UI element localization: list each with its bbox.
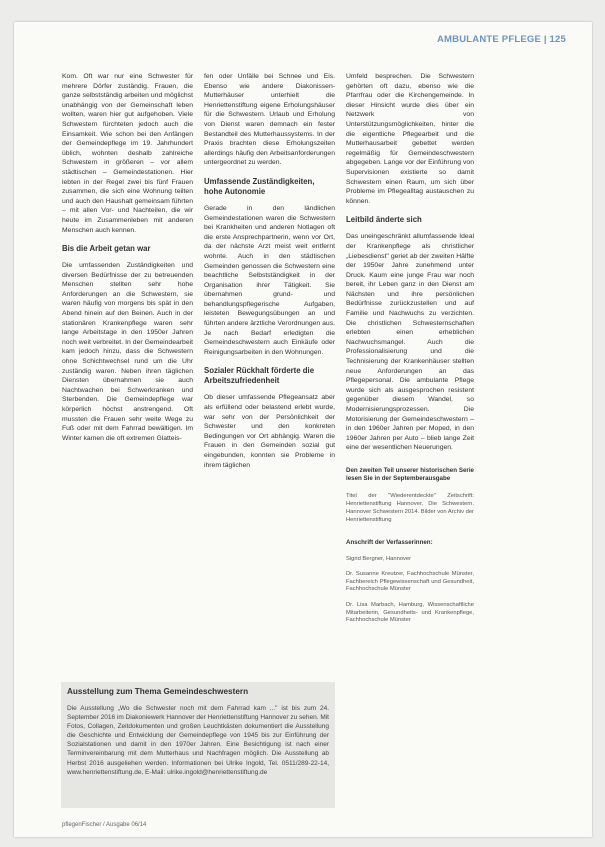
paragraph: Umfeld besprechen. Die Schwestern gehörten oft dazu, ebenso wie die Pfarrfrau oder die Kirchengemeinde. In dieser Hinsicht wurde dies über ein Netzwerk von Unterstützungsmöglichkeiten, hinter die die eigentliche Pflegearbeit und die Mutterhausarbeit gebettet werden regelmäßig für Gemeindeschwestern abgegeben. Lange vor der Einführung von Supervisionen existierte so damit Schwestern einen Raum, um sich über Probleme im Pflegealltag austauschen zu können. xyxy=(346,73,474,205)
column-2 xyxy=(204,72,335,470)
page-footer: pflegenFischer / Ausgabe 06/14 xyxy=(62,822,147,828)
section-heading: Sozialer Rückhalt förderte die Arbeitszufriedenheit xyxy=(204,366,315,386)
series-caption: Den zweiten Teil unserer historischen Serie lesen Sie in der Septemberausgabe xyxy=(346,466,474,483)
paragraph: Gerade in den ländlichen Gemeindestationen waren die Schwestern bei Krankheiten und anderen Notlagen oft die erste Ansprechpartnerin, wenn vor Ort, da der nächste Arzt meist weit entfernt wohnte. Auch in den städtischen Gemeinden genossen die Schwestern eine beachtliche Selbstständigkeit in der Organisation ihrer Tätigkeit. Sie übernahmen grund- und behandlungspflegerische Aufgaben, leisteten Bewegungsübungen an und führten andere ärztliche Verordnungen aus. Je nach Bedarf erledigten die Gemeindeschwestern auch Einkäufe oder Reinigungsarbeiten in den Wohnungen. xyxy=(204,204,335,356)
author-address: Dr. Lisa Marbach, Hamburg, Wissenschaftliche Mitarbeiterin, Gesundheits- und Krankenpflege, Fachhochschule Münster xyxy=(346,601,474,624)
image-credits: Titel der "Wiederentdeckte" Zeitschrift: Henriettenstiftung Hannover, Die Schwestern. Hannover Schwestern 2014. Bilder von Archiv der Henriettenstiftung xyxy=(346,492,474,523)
authors-heading: Anschrift der Verfasserinnen: xyxy=(346,538,433,546)
paragraph: Kom. Oft war nur eine Schwester für mehrere Dörfer zuständig. Frauen, die ganze selbstständig arbeiten und möglichst unabhängig von der Gemeinschaft leben wollten, waren hier gut aufgehoben. Viele Schwestern fürchteten jedoch auch die Einsamkeit. Wie schon bei den Anfängen der Gemeindepflege im 19. Jahrhundert üblich, wohnten deshalb zahlreiche Schwestern in größeren – vor allem städtischen – Gemeindestationen. Hier lebten in der Regel zwei bis fünf Frauen zusammen, die sich eine Wohnung teilten und auch den Haushalt gemeinsam führten – mit allen Vor- und Nachteilen, die wir heute im Zusammenleben mit anderen Menschen auch kennen. xyxy=(62,73,193,234)
paragraph: Das uneingeschränkt allumfassende Ideal der Krankenpflege als christlicher „Liebesdienst" geriet ab der zweiten Hälfte der 1950er Jahre zunehmend unter Druck. Kaum eine junge Frau war noch bereit, ihr Leben ganz in den Dienst am Nächsten und ihre persönlichen Bedürfnisse zurückzustellen und auf Familie und Nachwuchs zu verzichten. Die christlichen Schwesternschaften erlebten einen erheblichen Nachwuchsmangel. Auch die Professionalisierung und die Technisierung der Krankenhäuser stellten neue Anforderungen an das Pflegepersonal. Die ambulante Pflege wurde sich als ausgesprochen resistent gegenüber diesem Wandel, so Modernisierungsprozessen. Die Motorisierung der Gemeindeschwestern – in den 1960er Jahren per Moped, in den 1960er Jahren per Auto – blieb lange Zeit eine der wesentlichen Neuerungen. xyxy=(346,233,474,452)
box-title: Ausstellung zum Thema Gemeindeschwestern xyxy=(67,687,249,696)
section-heading: Umfassende Zuständigkeiten, hohe Autonomie xyxy=(204,176,315,196)
page-header: AMBULANTE PFLEGE | 125 xyxy=(437,34,566,45)
paragraph: Ob dieser umfassende Pflegeansatz aber als erfüllend oder belastend erlebt wurde, war sehr von der Persönlichkeit der Schwester und den konkreten Bedingungen vor Ort abhängig. Waren die Frauen in den Gemeinden sozial gut eingebunden, konnten sie Probleme in ihrem täglichen xyxy=(204,394,335,469)
magazine-page xyxy=(14,22,592,837)
section-heading: Bis die Arbeit getan war xyxy=(62,244,151,254)
paragraph: fen oder Unfälle bei Schnee und Eis. Ebenso wie andere Diakonissen-Mutterhäuser unterhielt die Henriettenstiftung eigene Erholungshäuser für die Schwestern. Urlaub und Erholung von Dienst waren demnach ein fester Bestandteil des Mutterhaussystems. In der Praxis brachten diese Erholungszeiten allerdings häufig den Arbeitsanforderungen untergeordnet zu werden. xyxy=(204,73,335,167)
column-3 xyxy=(346,72,474,625)
column-1 xyxy=(62,72,193,443)
author-address: Dr. Susanne Kreutzer, Fachhochschule Münster, Fachbereich Pflegewissenschaft und Gesundheit, Fachhochschule Münster xyxy=(346,571,474,593)
author-address: Sigrid Bergner, Hannover xyxy=(346,555,412,562)
paragraph: Die umfassenden Zuständigkeiten und diversen Bedürfnisse der zu betreuenden Menschen stellten sehr hohe Anforderungen an die Schwestern, sie waren häufig von morgens bis spät in den Abend hinein auf den Beinen. Auch in der stationären Krankenpflege waren sehr lange Arbeitstage in den 1950er Jahren noch weit verbreitet. In der Gemeindearbeit kam jedoch hinzu, dass die Schwestern ohne Schichtwechsel rund um die Uhr zuständig waren. Neben ihren täglichen Diensten übernahmen sie auch Nachtwachen bei Schwerkranken und Sterbenden. Die Gemeindepflege war körperlich höchst anstrengend. Oft mussten die Frauen sehr weite Wege zu Fuß oder mit dem Fahrrad bewältigen. Im Winter kamen die oft extremen Glatteis- xyxy=(62,262,193,442)
box-body: Die Ausstellung „Wo die Schwester noch mit dem Fahrrad kam ..." ist bis zum 24. September 2016 im Diakoniewerk Hannover der Henriettenstiftung Hannover zu sehen. Mit Fotos, Collagen, Zeitdokumenten und großen Leuchtkästen dokumentiert die Ausstellung die Geschichte und Entwicklung der Gemeindepflege von 1945 bis zur Einführung der Sozialstationen und damit in den 1970er Jahren. Eine Besichtigung ist nach einer Terminvereinbarung mit dem Mutterhaus und Nachfragen möglich. Die Ausstellung ab Herbst 2016 ausgeliehen werden. Informationen bei Ulrike Ingold, Tel. 0511/289-22-14, www.henriettenstiftung.de, E-Mail: ulrike.ingold@henriettenstiftung.de xyxy=(67,705,329,776)
section-heading: Leitbild änderte sich xyxy=(346,215,422,225)
exhibition-info-box xyxy=(61,682,335,808)
